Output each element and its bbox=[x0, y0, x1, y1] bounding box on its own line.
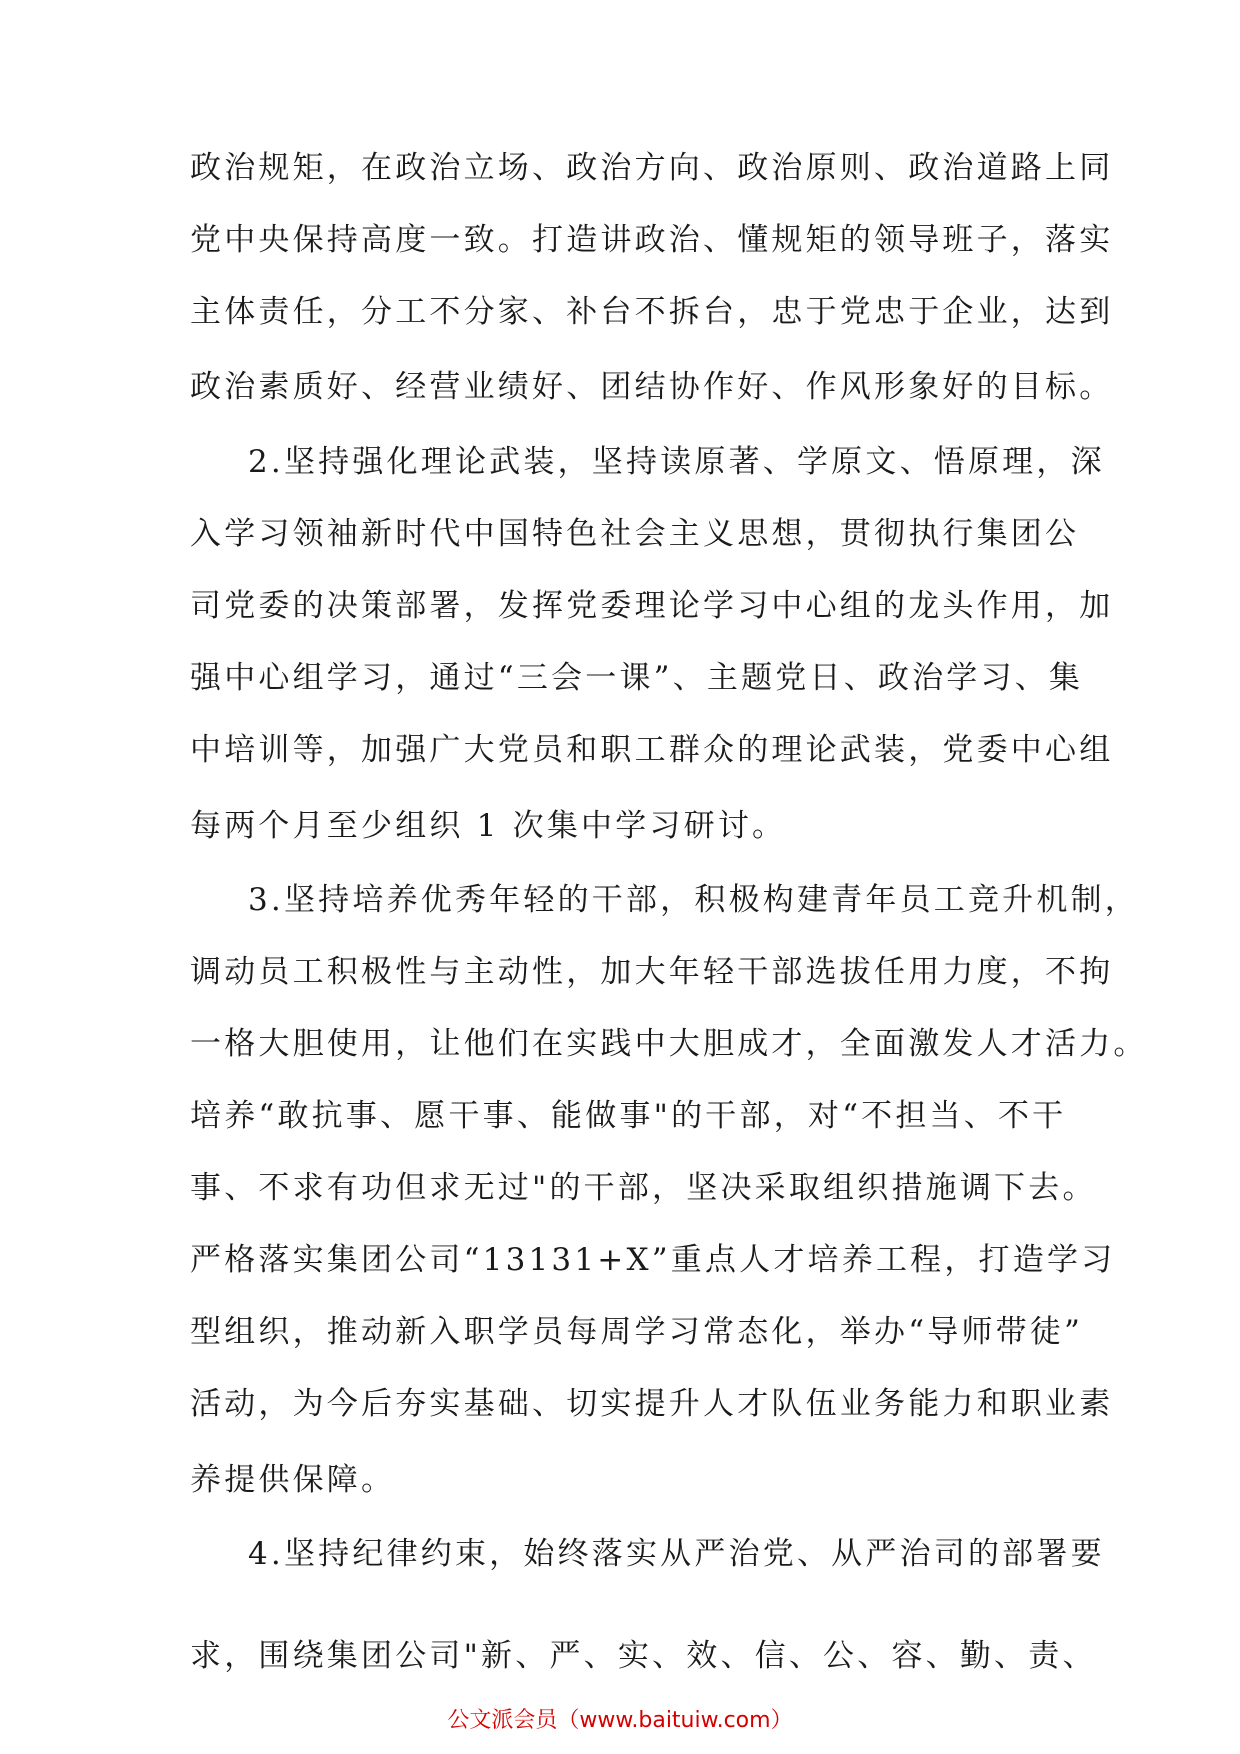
paragraph-line: 一格大胆使用，让他们在实践中大胆成才，全面激发人才活力。 bbox=[190, 1026, 1148, 1062]
paragraph-line: 型组织，推动新入职学员每周学习常态化，举办“导师带徒” bbox=[190, 1314, 1084, 1350]
paragraph-line: 主体责任，分工不分家、补台不拆台，忠于党忠于企业，达到 bbox=[190, 294, 1114, 330]
paragraph-line: 3.坚持培养优秀年轻的干部，积极构建青年员工竞升机制， bbox=[248, 882, 1139, 918]
paragraph-line: 政治素质好、经营业绩好、团结协作好、作风形象好的目标。 bbox=[190, 369, 1114, 405]
paragraph-line: 培养“敢抗事、愿干事、能做事"的干部，对“不担当、不干 bbox=[190, 1098, 1067, 1134]
paragraph-line: 求，围绕集团公司"新、严、实、效、信、公、容、勤、责、 bbox=[190, 1638, 1097, 1674]
paragraph-line: 调动员工积极性与主动性，加大年轻干部选拔任用力度，不拘 bbox=[190, 954, 1114, 990]
paragraph-line: 每两个月至少组织 1 次集中学习研讨。 bbox=[190, 808, 787, 844]
paragraph-line: 入学习领袖新时代中国特色社会主义思想，贯彻执行集团公 bbox=[190, 516, 1080, 552]
paragraph-line: 政治规矩，在政治立场、政治方向、政治原则、政治道路上同 bbox=[190, 150, 1114, 186]
paragraph-line: 党中央保持高度一致。打造讲政治、懂规矩的领导班子，落实 bbox=[190, 222, 1114, 258]
paragraph-line: 事、不求有功但求无过"的干部，坚决采取组织措施调下去。 bbox=[190, 1170, 1097, 1206]
paragraph-line: 养提供保障。 bbox=[190, 1462, 396, 1498]
footer-watermark: 公文派会员（www.baituiw.com） bbox=[447, 1708, 793, 1733]
paragraph-line: 4.坚持纪律约束，始终落实从严治党、从严治司的部署要 bbox=[248, 1536, 1105, 1572]
paragraph-line: 中培训等，加强广大党员和职工群众的理论武装，党委中心组 bbox=[190, 732, 1114, 768]
paragraph-line: 2.坚持强化理论武装，坚持读原著、学原文、悟原理，深 bbox=[248, 444, 1105, 480]
paragraph-line: 强中心组学习，通过“三会一课”、主题党日、政治学习、集 bbox=[190, 660, 1084, 696]
paragraph-line: 严格落实集团公司“13131+X”重点人才培养工程，打造学习 bbox=[190, 1242, 1116, 1278]
paragraph-line: 活动，为今后夯实基础、切实提升人才队伍业务能力和职业素 bbox=[190, 1386, 1114, 1422]
paragraph-line: 司党委的决策部署，发挥党委理论学习中心组的龙头作用，加 bbox=[190, 588, 1114, 624]
